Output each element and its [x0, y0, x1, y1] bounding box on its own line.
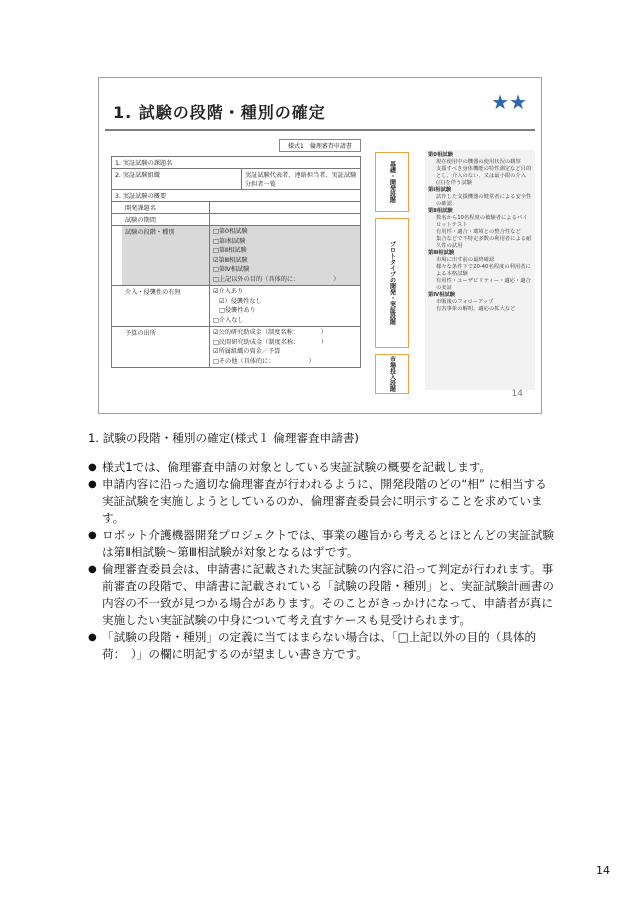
- section-heading: 1. 試験の段階・種別の確定(様式１ 倫理審査申請書): [88, 431, 359, 445]
- form-label: 2. 実証試験組織: [112, 169, 242, 189]
- checkbox-option: □第Ⅳ相試験: [213, 266, 250, 273]
- slide-title: 1. 試験の段階・種別の確定: [113, 103, 326, 122]
- form-label: 試験の段階・種別: [122, 226, 210, 285]
- phase-notes: [425, 150, 535, 390]
- checkbox-option: □第Ⅰ相試験: [213, 237, 246, 245]
- stage-band-market: 市場投入段階: [375, 354, 409, 394]
- form-row: [111, 156, 361, 168]
- note-item: 支援すべき身体機能の特性測定など目的とし、介入のない、又は最小限の介入(注)を伴う試験: [436, 166, 532, 186]
- note-item: 有害事象の解明、適応の拡大など: [436, 306, 516, 312]
- checkbox-option: ☑所属組織の資金／予算: [213, 348, 281, 355]
- checkbox-option: □上記以外の目的（具体的に： ）: [213, 275, 340, 283]
- form-row: [111, 285, 361, 326]
- checkbox-option: ☑介入あり: [213, 288, 244, 295]
- note-item: 市場に出す前の最終確認: [436, 257, 495, 263]
- checkbox-option: ☑公的研究助成金（制度名称： ）: [213, 329, 327, 336]
- note-item: 有用性・ユーザビリティー・適応・適合の実証: [436, 278, 531, 291]
- form-label: 3. 実証試験の概要: [115, 193, 167, 200]
- checkbox-option: □その他（具体的に： ）: [213, 357, 315, 365]
- intervention-options: [210, 286, 360, 326]
- bullet-item: ● 「試験の段階・種別」の定義に当てはまらない場合は、「□上記以外の目的（具体的荷： ）」の欄に明記するのが望ましい書き方です。: [88, 629, 558, 663]
- form-caption: 様式1 倫理審査申請書: [279, 139, 361, 152]
- stage-options: [210, 226, 360, 285]
- form-label: 開発課題名: [122, 202, 210, 213]
- note-heading: 第Ⅱ相試験: [428, 208, 453, 214]
- note-heading: 第Ⅳ相試験: [428, 292, 456, 298]
- checkbox-option: □介入なし: [213, 316, 244, 324]
- form-row: [111, 326, 361, 368]
- title-divider: [105, 129, 535, 131]
- checkbox-option: □第0相試験: [213, 228, 248, 235]
- bullet-item: ● 申請内容に沿った適切な倫理審査が行われるように、開発段階のどの“相” に相当する実証試験を実施しようとしているのか、倫理審査委員会に明示することを求めています。: [88, 476, 558, 527]
- checkbox-option: □民間研究助成金（制度名称： ）: [213, 338, 328, 346]
- form-row: [111, 168, 361, 189]
- form-row: [111, 213, 361, 225]
- form-label: 予算の出所: [122, 327, 210, 367]
- form-row: [111, 225, 361, 285]
- note-item: 市販後のフォローアップ: [436, 299, 494, 305]
- note-item: 様々な条件下で20-40名程度の利用者による本格試験: [436, 264, 531, 277]
- note-item: 有用性・適合・環境との整合性など: [436, 229, 521, 235]
- form-row: [111, 201, 361, 213]
- note-item: 試作した支援機器の健常者による安全性の確認: [436, 194, 532, 207]
- application-form: [111, 156, 361, 368]
- stage-band-basic: 基礎・開発段階: [375, 152, 409, 212]
- star-rating-icon: ★★: [491, 90, 527, 114]
- note-heading: 第0相試験: [428, 152, 453, 158]
- form-value: [210, 214, 360, 225]
- page-number: 14: [596, 864, 610, 877]
- bullet-item: ● 倫理審査委員会は、申請書に記載された実証試験の内容に沿って判定が行われます。事前審査の段階で、申請書に記載されている「試験の段階・種別」と、実証試験計画書の内容の不一致が見つかる場合があります。そのことがきっかけになって、申請者が真に実施したい実証試験の中身について考え直すケースも見受けられます。: [88, 561, 558, 629]
- form-label: 試験の期間: [122, 214, 210, 225]
- slide-page-number: 14: [511, 389, 523, 399]
- bullet-item: ● ロボット介護機器開発プロジェクトでは、事業の趣旨から考えるとほとんどの実証試験は第Ⅱ相試験～第Ⅲ相試験が対象となるはずです。: [88, 527, 558, 561]
- note-heading: 第Ⅲ相試験: [428, 250, 455, 256]
- bullet-list: [88, 459, 558, 663]
- note-item: 数名から10名程度の被験者によるパイロットテスト: [436, 215, 528, 228]
- note-item: 現在使用中の機器の使用状況の観察: [436, 159, 521, 165]
- slide-image: [98, 77, 542, 414]
- checkbox-option: ☑第Ⅲ相試験: [213, 256, 248, 264]
- checkbox-option: □侵襲性あり: [219, 307, 256, 314]
- budget-options: [210, 327, 360, 367]
- form-label: 1. 実証試験の課題名: [115, 160, 173, 167]
- form-value: 実証試験代表者、連絡担当者、実証試験分担者一覧: [245, 172, 357, 188]
- form-value: [210, 202, 360, 213]
- explanation-text: [88, 430, 558, 663]
- note-heading: 第Ⅰ相試験: [428, 187, 452, 193]
- form-row: [111, 189, 361, 201]
- form-label: 介入・侵襲性の有無: [122, 286, 210, 326]
- bullet-item: ● 様式1では、倫理審査申請の対象としている実証試験の概要を記載します。: [88, 459, 558, 476]
- note-item: 集合などで不特定多数の利用者による耐久性の試用: [436, 236, 532, 249]
- checkbox-option: □第Ⅱ相試験: [213, 247, 247, 254]
- stage-band-prototype: プロトタイプの開発・実証段階: [375, 218, 409, 348]
- checkbox-option: ☑）侵襲性なし: [219, 297, 262, 305]
